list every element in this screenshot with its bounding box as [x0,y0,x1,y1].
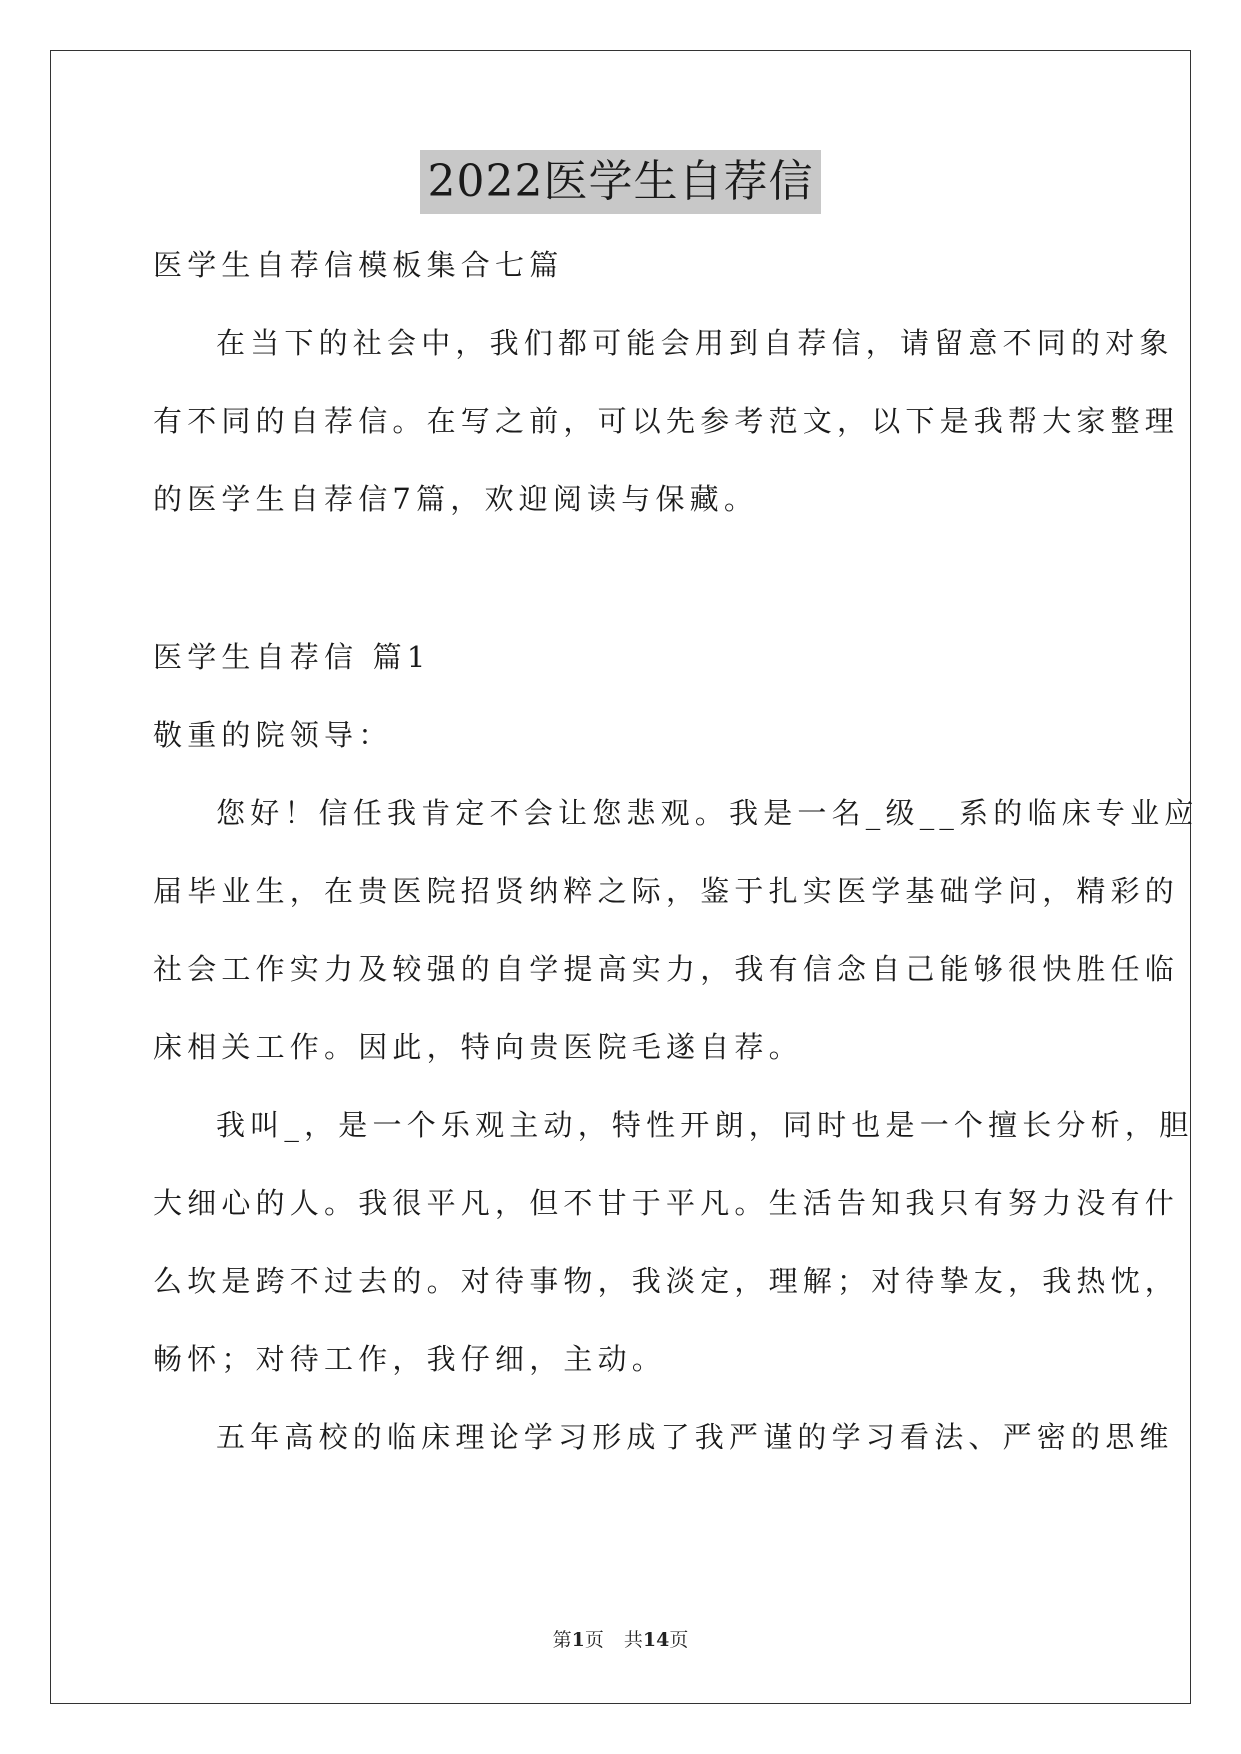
paragraph-1-line-3: 社会工作实力及较强的自学提高实力，我有信念自己能够很快胜任临 [153,952,1180,986]
intro-line-2: 有不同的自荐信。在写之前，可以先参考范文，以下是我帮大家整理 [153,404,1180,438]
intro-line-1: 在当下的社会中，我们都可能会用到自荐信，请留意不同的对象 [216,326,1174,360]
paragraph-2-line-1: 我叫_，是一个乐观主动，特性开朗，同时也是一个擅长分析，胆 [216,1108,1194,1142]
page-current: 1 [571,1629,585,1651]
document-title [0,150,1241,214]
intro-line-3: 的医学生自荐信7篇，欢迎阅读与保藏。 [153,482,759,516]
paragraph-1-line-2: 届毕业生，在贵医院招贤纳粹之际，鉴于扎实医学基础学问，精彩的 [153,874,1180,908]
total-suffix: 页 [669,1629,689,1651]
section-heading: 医学生自荐信 篇1 [153,640,431,674]
page-total: 14 [642,1629,670,1651]
page-prefix: 第 [552,1629,572,1651]
page-footer [0,1628,1241,1652]
paragraph-3-line-1: 五年高校的临床理论学习形成了我严谨的学习看法、严密的思维 [216,1420,1174,1454]
document-title-text: 2022医学生自荐信 [420,150,822,214]
paragraph-2-line-2: 大细心的人。我很平凡，但不甘于平凡。生活告知我只有努力没有什 [153,1186,1180,1220]
paragraph-1-line-1: 您好！信任我肯定不会让您悲观。我是一名_级__系的临床专业应 [216,796,1199,830]
page-suffix: 页 [584,1629,604,1651]
collection-heading: 医学生自荐信模板集合七篇 [153,248,564,282]
salutation: 敬重的院领导： [153,718,393,752]
paragraph-2-line-4: 畅怀；对待工作，我仔细，主动。 [153,1342,667,1376]
paragraph-2-line-3: 么坎是跨不过去的。对待事物，我淡定，理解；对待挚友，我热忱， [153,1264,1180,1298]
total-prefix: 共 [623,1629,643,1651]
document-body [153,226,1199,1476]
paragraph-1-line-4: 床相关工作。因此，特向贵医院毛遂自荐。 [153,1030,803,1064]
